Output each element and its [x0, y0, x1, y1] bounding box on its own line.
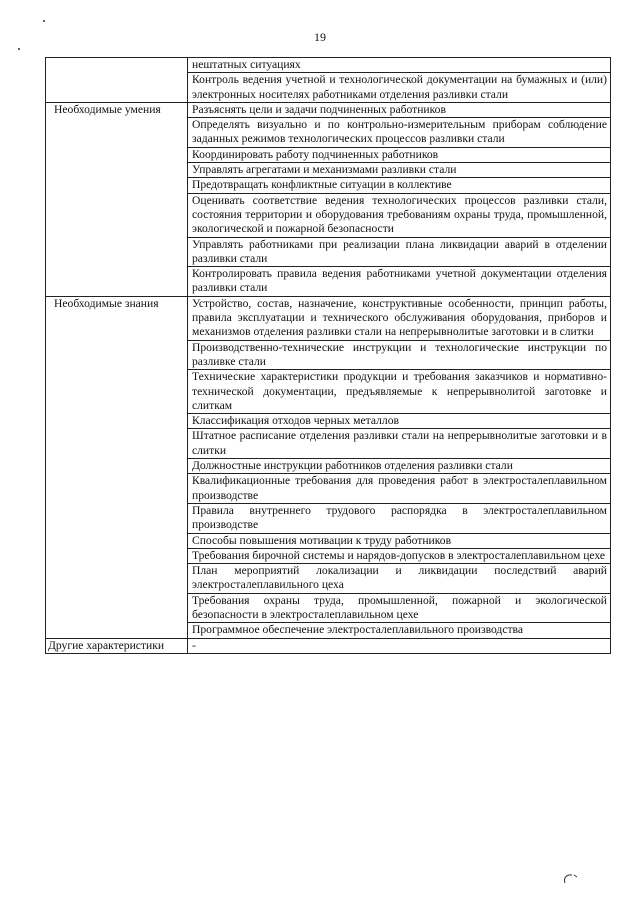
requirement-item: Контроль ведения учетной и технологической документации на бумажных и (или) электронных носителях работниками отделения разливки стали — [188, 73, 611, 103]
page-number: 19 — [314, 30, 326, 44]
section-label — [46, 58, 188, 103]
requirement-item: План мероприятий локализации и ликвидации последствий аварий электросталеплавильного цеха — [188, 564, 611, 594]
section-label: Необходимые знания — [46, 296, 188, 638]
section-label: Другие характеристики — [46, 638, 188, 653]
requirement-item: Способы повышения мотивации к труду работников — [188, 533, 611, 548]
requirement-item: Квалификационные требования для проведения работ в электросталеплавильном производстве — [188, 474, 611, 504]
requirement-item: Программное обеспечение электросталеплавильного производства — [188, 623, 611, 638]
professional-standard-table — [45, 57, 611, 654]
requirement-item: Классификация отходов черных металлов — [188, 414, 611, 429]
requirement-item: Управлять агрегатами и механизмами разливки стали — [188, 163, 611, 178]
requirement-item: Разъяснять цели и задачи подчиненных работников — [188, 102, 611, 117]
requirement-item: Требования охраны труда, промышленной, пожарной и экологической безопасности в электросталеплавильном цехе — [188, 593, 611, 623]
signature-mark — [560, 872, 584, 886]
requirement-item: Контролировать правила ведения работниками учетной документации отделения разливки стали — [188, 267, 611, 297]
requirement-item: нештатных ситуациях — [188, 58, 611, 73]
section-label: Необходимые умения — [46, 102, 188, 296]
requirement-item: Штатное расписание отделения разливки стали на непрерывнолитые заготовки и в слитки — [188, 429, 611, 459]
requirement-item: Координировать работу подчиненных работников — [188, 147, 611, 162]
requirement-item: - — [188, 638, 611, 653]
requirement-item: Производственно-технические инструкции и технологические инструкции по разливке стали — [188, 340, 611, 370]
scan-speck — [18, 48, 20, 50]
requirement-item: Технические характеристики продукции и требования заказчиков и нормативно-технической документации, предъявляемые к непрерывнолитой заготовке и слиткам — [188, 370, 611, 414]
table-row — [46, 58, 611, 73]
requirement-item: Правила внутреннего трудового распорядка в электросталеплавильном производстве — [188, 503, 611, 533]
requirement-item: Оценивать соответствие ведения технологических процессов разливки стали, состояния территории и оборудования требованиям охраны труда, промышленной, экологической и пожарной безопасности — [188, 193, 611, 237]
scan-speck — [43, 20, 45, 22]
table-row — [46, 296, 611, 340]
table-row — [46, 638, 611, 653]
requirement-item: Устройство, состав, назначение, конструктивные особенности, принцип работы, правила эксплуатации и технического обслуживания оборудования, приборов и механизмов отделения разливки стали на непрерывнолитые заготовки и в слитки — [188, 296, 611, 340]
requirement-item: Требования бирочной системы и нарядов-допусков в электросталеплавильном цехе — [188, 548, 611, 563]
requirement-item: Управлять работниками при реализации плана ликвидации аварий в отделении разливки стали — [188, 237, 611, 267]
requirement-item: Предотвращать конфликтные ситуации в коллективе — [188, 178, 611, 193]
requirement-item: Должностные инструкции работников отделения разливки стали — [188, 459, 611, 474]
table-row — [46, 102, 611, 117]
requirement-item: Определять визуально и по контрольно-измерительным приборам соблюдение заданных режимов технологических процессов разливки стали — [188, 118, 611, 148]
